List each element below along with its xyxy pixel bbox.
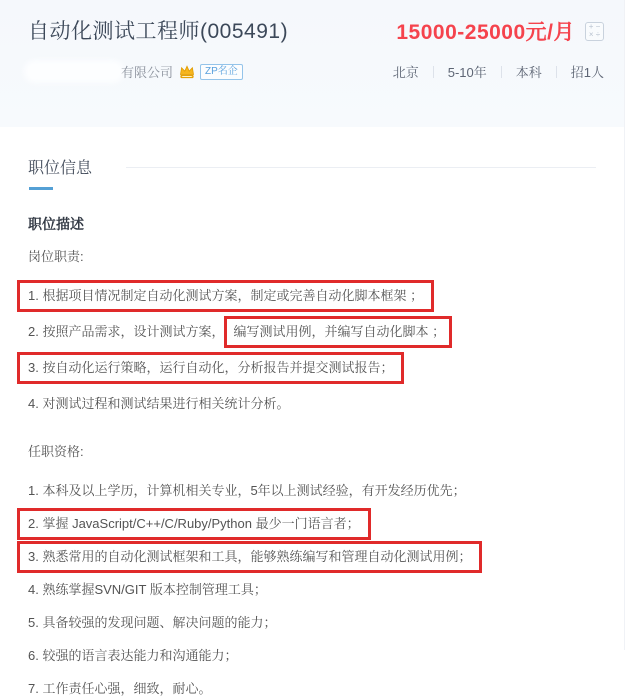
requirement-item [28,613,596,633]
requirement-text: 6. 较强的语言表达能力和沟通能力； [28,648,238,663]
requirement-text: 5. 具备较强的发现问题、解决问题的能力； [28,615,277,630]
requirement-item [28,679,596,699]
section-divider-line [126,167,596,168]
duties-label: 岗位职责: [28,249,84,264]
meta-divider [556,66,557,78]
job-info-section [0,127,624,699]
requirement-text: 3. 熟悉常用的自动化测试框架和工具，能够熟练编写和管理自动化测试用例； [28,549,472,564]
company-name-suffix: 有限公司 [121,65,174,80]
requirement-item [28,580,596,600]
requirements-list [28,481,596,699]
requirement-item [28,547,596,567]
section-title: 职位信息 [28,155,92,190]
red-annotation-box [17,352,404,384]
red-annotation-box [17,508,371,540]
salary-text: 15000-25000元/月 [396,21,575,44]
job-headcount: 招1人 [570,65,604,80]
red-annotation-box [224,316,452,348]
job-meta-row [393,62,604,81]
job-city: 北京 [392,65,419,80]
requirement-text: 7. 工作责任心强，细致，耐心。 [28,681,212,696]
company-row [28,62,243,81]
calculator-icon-row2: × ÷ [588,30,601,39]
requirement-text: 1. 本科及以上学历，计算机相关专业，5年以上测试经验，有开发经历优先； [28,483,466,498]
duty-text-prefix: 2. 按照产品需求，设计测试方案， [28,324,225,339]
company-name-redacted [28,64,120,79]
calculator-icon-row1: + − [588,22,601,31]
requirements-label: 任职资格: [28,444,84,459]
red-annotation-box [17,280,434,312]
requirement-item [28,481,596,501]
duty-item [28,322,596,342]
duty-text-boxed: 编写测试用例，并编写自动化脚本 ； [233,324,446,339]
requirement-item [28,646,596,666]
meta-divider [433,66,434,78]
duty-item [28,394,596,414]
requirement-text: 4. 熟练掌握SVN/GIT 版本控制管理工具； [28,582,267,597]
job-experience: 5-10年 [447,65,487,80]
requirement-item [28,514,596,534]
job-title: 自动化测试工程师(005491) [28,20,289,43]
duty-item [28,286,596,306]
crown-icon [179,64,195,79]
duty-text: 3. 按自动化运行策略，运行自动化，分析报告并提交测试报告； [28,360,394,375]
duties-list [28,286,596,414]
salary-calculator-icon[interactable] [585,22,604,41]
duty-text: 1. 根据项目情况制定自动化测试方案，制定或完善自动化脚本框架 ； [28,288,424,303]
requirement-text: 2. 掌握 JavaScript/C++/C/Ruby/Python 最少一门语言者； [28,516,360,531]
job-header [0,0,624,127]
meta-divider [501,66,502,78]
duty-item [28,358,596,378]
job-education: 本科 [515,65,542,80]
zp-famous-company-badge: ZP名企 [200,64,243,80]
job-description-heading: 职位描述 [28,216,84,232]
red-annotation-box [17,541,482,573]
duty-text: 4. 对测试过程和测试结果进行相关统计分析。 [28,396,290,411]
